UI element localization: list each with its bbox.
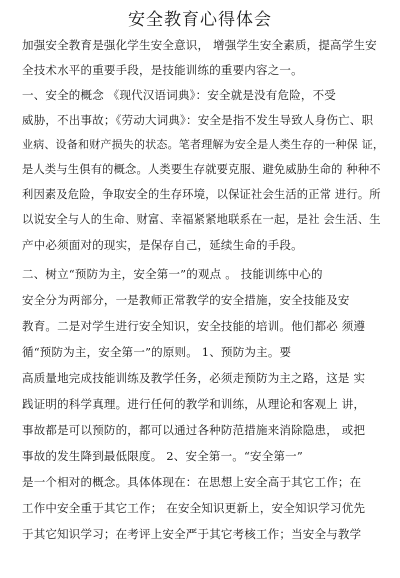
body-line: 于其它知识学习；在考评上安全严于其它考核工作；当安全与教学 <box>22 527 362 541</box>
body-line: 一、安全的概念 《现代汉语词典》：安全就是没有危险，不受 <box>22 88 337 102</box>
body-line: 事故都是可以预防的，都可以通过各种防范措施来消除隐患， 或把 <box>22 423 366 437</box>
body-line: 产中必须面对的现实，是保存自己，延续生命的手段。 <box>22 238 303 252</box>
body-line: 事故的发生降到最低限度。 2、安全第一。“安全第一” <box>22 449 303 463</box>
body-line: 业病、设备和财产损失的状态。笔者理解为安全是人类生存的一种保 证， <box>22 138 385 151</box>
body-line: 是人类与生俱有的概念。人类要生存就要克服、避免威胁生命的 种种不 <box>22 163 381 176</box>
document-title: 安全教育心得体会 <box>128 10 272 30</box>
body-line: 高质量地完成技能训练及教学任务，必须走预防为主之路，这是 实 <box>22 371 366 385</box>
body-line: 循“预防为主，安全第一”的原则。 1、预防为主。要 <box>22 345 292 359</box>
body-line: 工作中安全重于其它工作； 在安全知识更新上，安全知识学习优先 <box>22 501 366 515</box>
body-line: 二、树立“预防为主，安全第一”的观点 。 技能训练中心的 <box>22 267 323 281</box>
body-line: 教育。二是对学生进行安全知识，安全技能的培训。他们都必 须遵 <box>22 319 366 333</box>
body-line: 践证明的科学真理。进行任何的教学和训练，从理论和客观上 讲， <box>22 397 366 411</box>
body-line: 利因素及危险，争取安全的生存环境，以保证社会生活的正常 进行。所 <box>22 188 381 201</box>
body-line: 威胁，不出事故；《劳动大词典》：安全是指不发生导致人身伤亡、职 <box>22 113 374 127</box>
body-line: 加强安全教育是强化学生安全意识， 增强学生安全素质，提高学生安 <box>22 38 377 52</box>
body-line: 以说安全与人的生命、财富、幸福紧紧地联系在一起，是社 会生活、生 <box>22 213 381 226</box>
body-line: 是一个相对的概念。具体体现在：在思想上安全高于其它工作；在 <box>22 475 362 489</box>
body-line: 安全分为两部分，一是教师正常教学的安全措施，安全技能及安 <box>22 293 350 307</box>
body-line: 全技术水平的重要手段，是技能训练的重要内容之一。 <box>22 63 303 77</box>
